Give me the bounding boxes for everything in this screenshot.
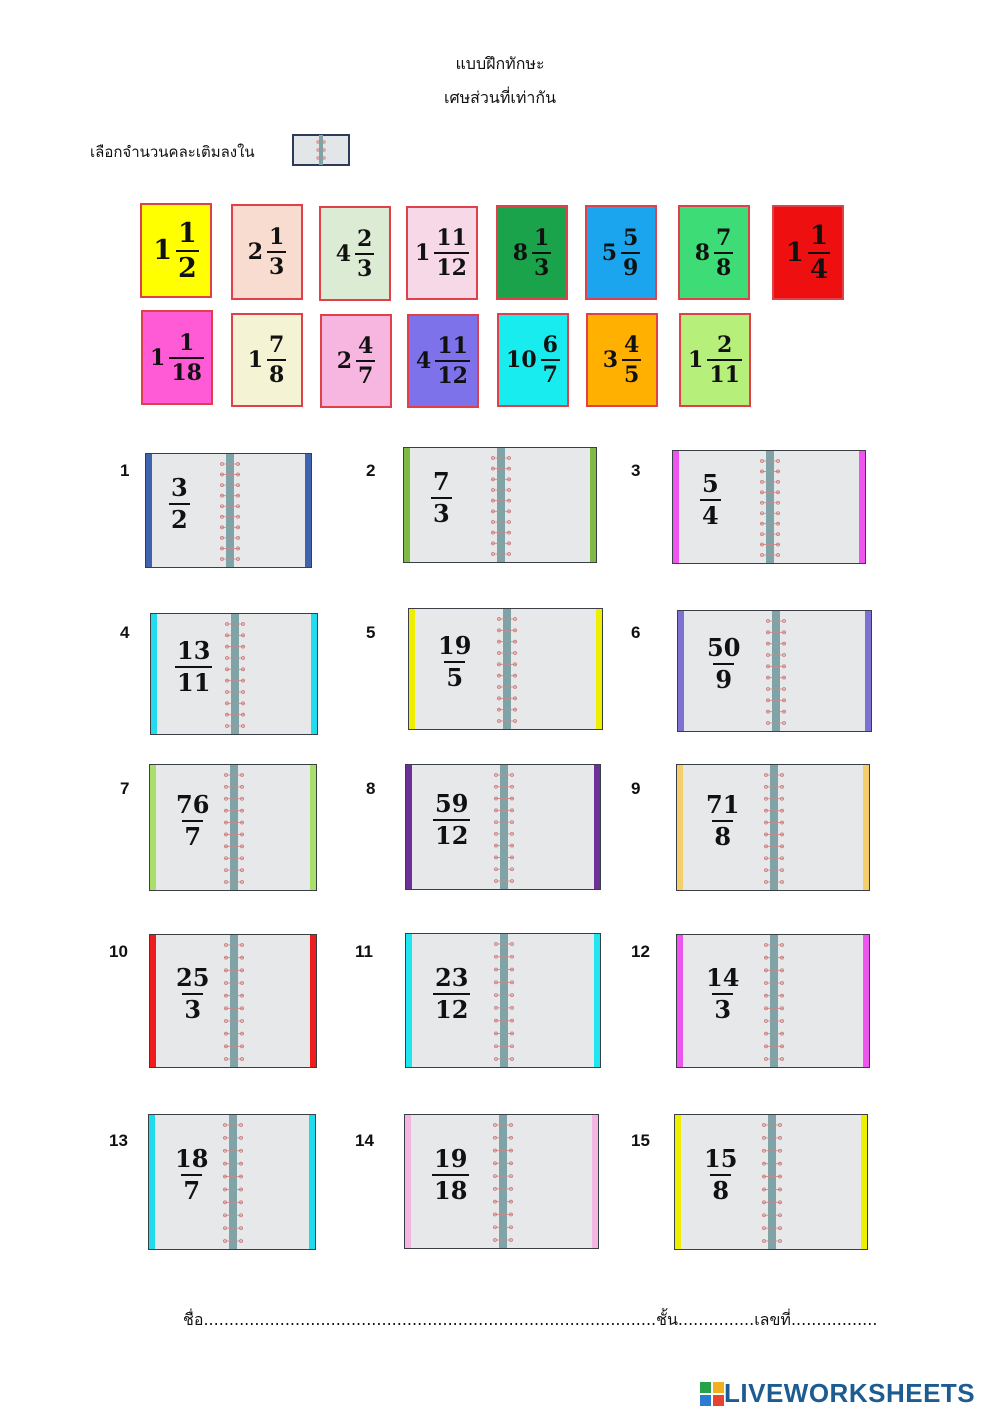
fraction	[169, 329, 204, 386]
notebook-edge-left	[675, 1115, 681, 1249]
question-number: 13	[109, 1131, 128, 1150]
denominator: 12	[434, 252, 469, 279]
notebook-edge-left	[149, 1115, 155, 1249]
notebook-edge-right	[859, 451, 865, 563]
numerator: 6	[542, 332, 558, 358]
numerator: 4	[358, 333, 374, 359]
question-number: 9	[631, 779, 641, 798]
notebook-question	[676, 934, 870, 1068]
question-number: 3	[631, 461, 641, 480]
mixed-number	[248, 226, 287, 278]
instruction-text: เลือกจำนวนคละเติมลงใน	[90, 143, 255, 161]
answer-drop-zone[interactable]	[240, 943, 306, 1059]
improper-fraction	[173, 1144, 210, 1205]
whole-part: 2	[336, 348, 352, 374]
fraction	[707, 334, 742, 386]
numerator: 71	[706, 790, 740, 819]
question-number: 15	[631, 1131, 650, 1150]
answer-drop-zone[interactable]	[512, 942, 590, 1059]
whole-part: 8	[512, 239, 528, 266]
whole-part: 1	[688, 347, 704, 373]
notebook-edge-right	[311, 614, 317, 734]
denominator: 2	[176, 250, 199, 282]
answer-card[interactable]	[141, 310, 213, 405]
answer-card[interactable]	[497, 313, 569, 407]
improper-fraction	[704, 790, 741, 851]
numerator: 3	[171, 473, 188, 502]
numerator: 5	[623, 224, 639, 251]
notebook-question	[149, 764, 317, 891]
improper-fraction	[431, 467, 452, 528]
mixed-number	[150, 329, 204, 386]
whole-part: 1	[785, 237, 804, 268]
denominator: 7	[541, 359, 560, 386]
notebook-question	[404, 1114, 599, 1249]
fraction	[356, 335, 375, 387]
mixed-number	[335, 225, 375, 282]
denominator: 18	[434, 1176, 468, 1205]
improper-fraction	[704, 963, 741, 1024]
numerator: 7	[433, 467, 450, 496]
fraction	[355, 225, 374, 282]
denominator: 8	[712, 1176, 730, 1205]
spiral-rings-icon	[764, 939, 784, 1065]
numerator: 7	[716, 224, 732, 251]
answer-drop-zone[interactable]	[239, 1123, 305, 1241]
notebook-edge-right	[861, 1115, 867, 1249]
fraction	[621, 224, 640, 281]
whole-part: 2	[247, 239, 263, 265]
numerator: 11	[436, 225, 467, 251]
numerator: 19	[434, 1144, 468, 1173]
fraction	[267, 334, 286, 386]
answer-card[interactable]	[678, 205, 750, 300]
notebook-edge-left	[150, 935, 156, 1067]
notebook-edge-right	[594, 765, 600, 889]
numerator: 18	[175, 1144, 209, 1173]
mixed-number	[785, 220, 830, 285]
notebook-edge-left	[409, 609, 415, 729]
notebook-edge-right	[863, 765, 869, 890]
answer-drop-zone[interactable]	[515, 617, 592, 721]
notebook-question	[145, 453, 312, 568]
whole-part: 1	[247, 347, 263, 373]
notebook-edge-right	[592, 1115, 598, 1248]
numerator: 7	[269, 332, 285, 358]
notebook-question	[674, 1114, 868, 1250]
student-info-line: ชื่อ.........................................................................................ชั้น...............เลขที่.................	[183, 1310, 878, 1329]
answer-drop-zone[interactable]	[778, 459, 855, 555]
question-number: 5	[366, 623, 376, 642]
mixed-number	[603, 334, 642, 386]
denominator: 12	[435, 995, 469, 1024]
brand-name: LIVEWORKSHEETS	[724, 1378, 976, 1408]
notebook-edge-right	[865, 611, 871, 731]
denominator: 5	[446, 663, 464, 692]
denominator: 3	[532, 252, 551, 279]
numerator: 11	[437, 333, 468, 359]
numerator: 1	[178, 217, 197, 249]
notebook-question	[405, 764, 601, 890]
numerator: 15	[704, 1144, 738, 1173]
notebook-question	[677, 610, 872, 732]
notebook-edge-left	[151, 614, 157, 734]
answer-card[interactable]	[586, 313, 658, 407]
notebook-edge-left	[677, 935, 683, 1067]
notebook-edge-right	[310, 765, 316, 890]
mixed-number	[248, 334, 287, 386]
answer-card[interactable]	[140, 203, 212, 298]
spiral-rings-icon	[764, 769, 784, 888]
notebook-question	[403, 447, 597, 563]
whole-part: 10	[506, 347, 537, 373]
denominator: 8	[267, 359, 286, 386]
notebook-edge-right	[596, 609, 602, 729]
numerator: 2	[717, 332, 733, 358]
denominator: 4	[702, 501, 719, 530]
answer-drop-zone[interactable]	[782, 773, 859, 882]
denominator: 7	[356, 360, 375, 387]
notebook-question	[676, 764, 870, 891]
question-number: 10	[109, 942, 128, 961]
mixed-number	[416, 335, 470, 387]
answer-card[interactable]	[772, 205, 844, 300]
denominator: 12	[435, 360, 470, 387]
improper-fraction	[174, 963, 211, 1024]
denominator: 3	[433, 499, 450, 528]
answer-card[interactable]	[496, 205, 568, 300]
brand-logo	[700, 1378, 975, 1409]
answer-card[interactable]	[319, 206, 391, 301]
notebook-edge-right	[594, 934, 600, 1067]
spiral-rings-icon	[494, 938, 514, 1065]
denominator: 3	[714, 995, 732, 1024]
notebook-question	[148, 1114, 316, 1250]
whole-part: 3	[602, 347, 618, 373]
answer-card[interactable]	[585, 205, 657, 300]
notebook-edge-right	[305, 454, 311, 567]
denominator: 4	[808, 252, 830, 283]
whole-part: 1	[150, 344, 166, 371]
denominator: 5	[622, 359, 641, 386]
mixed-number	[415, 227, 469, 279]
whole-part: 1	[415, 240, 431, 266]
notebook-edge-left	[678, 611, 684, 731]
denominator: 9	[715, 665, 733, 694]
numerator: 59	[435, 789, 469, 818]
fraction	[176, 217, 199, 284]
notebook-edge-left	[406, 934, 412, 1067]
notebook-edge-left	[405, 1115, 411, 1248]
numerator: 1	[534, 224, 550, 251]
fraction	[267, 226, 286, 278]
denominator: 9	[621, 252, 640, 279]
notebook-edge-left	[406, 765, 412, 889]
notebook-edge-left	[404, 448, 410, 562]
spiral-rings-icon	[494, 769, 514, 887]
spiral-rings-icon	[762, 1119, 782, 1247]
notebook-edge-left	[677, 765, 683, 890]
numerator: 1	[269, 224, 285, 250]
answer-drop-zone[interactable]	[511, 1123, 588, 1240]
answer-drop-zone[interactable]	[241, 622, 307, 726]
question-number: 4	[120, 623, 130, 642]
answer-drop-zone[interactable]	[512, 773, 590, 881]
question-number: 6	[631, 623, 641, 642]
fraction	[714, 224, 733, 281]
notebook-edge-left	[673, 451, 679, 563]
whole-part: 1	[153, 235, 172, 266]
mixed-number	[601, 224, 641, 281]
answer-card[interactable]	[407, 314, 479, 408]
question-number: 7	[120, 779, 130, 798]
denominator: 3	[355, 253, 374, 280]
mixed-number	[337, 335, 376, 387]
numerator: 1	[179, 329, 195, 356]
numerator: 19	[438, 631, 472, 660]
numerator: 25	[176, 963, 210, 992]
mixed-number	[153, 217, 199, 284]
whole-part: 4	[335, 240, 351, 267]
spiral-rings-icon	[491, 452, 511, 560]
answer-drop-zone[interactable]	[784, 619, 861, 723]
notebook-question	[405, 933, 601, 1068]
fraction	[808, 220, 830, 285]
denominator: 3	[184, 995, 202, 1024]
notebook-edge-right	[309, 1115, 315, 1249]
answer-card[interactable]	[231, 313, 303, 407]
numerator: 50	[707, 633, 741, 662]
improper-fraction	[433, 963, 470, 1024]
denominator: 3	[267, 251, 286, 278]
denominator: 12	[435, 821, 469, 850]
denominator: 18	[169, 357, 204, 384]
denominator: 7	[184, 822, 202, 851]
answer-card[interactable]	[231, 204, 303, 300]
mixed-number	[694, 224, 734, 281]
fraction	[622, 334, 641, 386]
spiral-rings-icon	[760, 455, 780, 561]
denominator: 7	[183, 1176, 201, 1205]
denominator: 11	[707, 359, 742, 386]
question-number: 8	[366, 779, 376, 798]
question-number: 11	[355, 942, 373, 961]
denominator: 11	[177, 668, 211, 697]
whole-part: 4	[416, 348, 432, 374]
numerator: 2	[357, 225, 373, 252]
notebook-edge-right	[590, 448, 596, 562]
improper-fraction	[432, 1144, 469, 1205]
answer-card[interactable]	[320, 314, 392, 408]
worksheet-subtitle: เศษส่วนที่เท่ากัน	[443, 88, 557, 107]
liveworksheets-logo-icon	[700, 1382, 724, 1406]
notebook-edge-right	[310, 935, 316, 1067]
improper-fraction	[174, 790, 211, 851]
question-number: 12	[631, 942, 650, 961]
answer-card[interactable]	[406, 206, 478, 300]
numerator: 1	[810, 220, 829, 251]
improper-fraction	[700, 469, 721, 530]
numerator: 76	[176, 790, 210, 819]
notebook-question	[150, 613, 318, 735]
whole-part: 5	[601, 239, 617, 266]
improper-fraction	[169, 473, 190, 534]
notebook-icon	[292, 134, 350, 166]
answer-drop-zone[interactable]	[235, 462, 301, 559]
fraction	[435, 335, 470, 387]
notebook-edge-left	[146, 454, 152, 567]
question-number: 14	[355, 1131, 374, 1150]
notebook-question	[408, 608, 603, 730]
mixed-number	[688, 334, 742, 386]
fraction	[532, 224, 551, 281]
fraction	[541, 334, 560, 386]
improper-fraction	[433, 789, 470, 850]
numerator: 14	[706, 963, 740, 992]
numerator: 23	[435, 963, 469, 992]
answer-card[interactable]	[679, 313, 751, 407]
denominator: 8	[714, 252, 733, 279]
worksheet-title: แบบฝึกทักษะ	[455, 54, 545, 73]
question-number: 1	[120, 461, 130, 480]
denominator: 8	[714, 822, 732, 851]
answer-drop-zone[interactable]	[240, 773, 306, 882]
notebook-edge-left	[150, 765, 156, 890]
numerator: 13	[177, 636, 211, 665]
answer-drop-zone[interactable]	[509, 456, 586, 554]
answer-drop-zone[interactable]	[782, 943, 859, 1059]
mixed-number	[506, 334, 560, 386]
question-number: 2	[366, 461, 376, 480]
notebook-question	[672, 450, 866, 564]
improper-fraction	[705, 633, 742, 694]
answer-drop-zone[interactable]	[780, 1123, 857, 1241]
improper-fraction	[702, 1144, 739, 1205]
improper-fraction	[175, 636, 212, 697]
notebook-question	[149, 934, 317, 1068]
fraction	[434, 227, 469, 279]
numerator: 5	[702, 469, 719, 498]
denominator: 2	[171, 505, 188, 534]
whole-part: 8	[694, 239, 710, 266]
mixed-number	[512, 224, 552, 281]
improper-fraction	[436, 631, 473, 692]
numerator: 4	[624, 332, 640, 358]
notebook-edge-right	[863, 935, 869, 1067]
